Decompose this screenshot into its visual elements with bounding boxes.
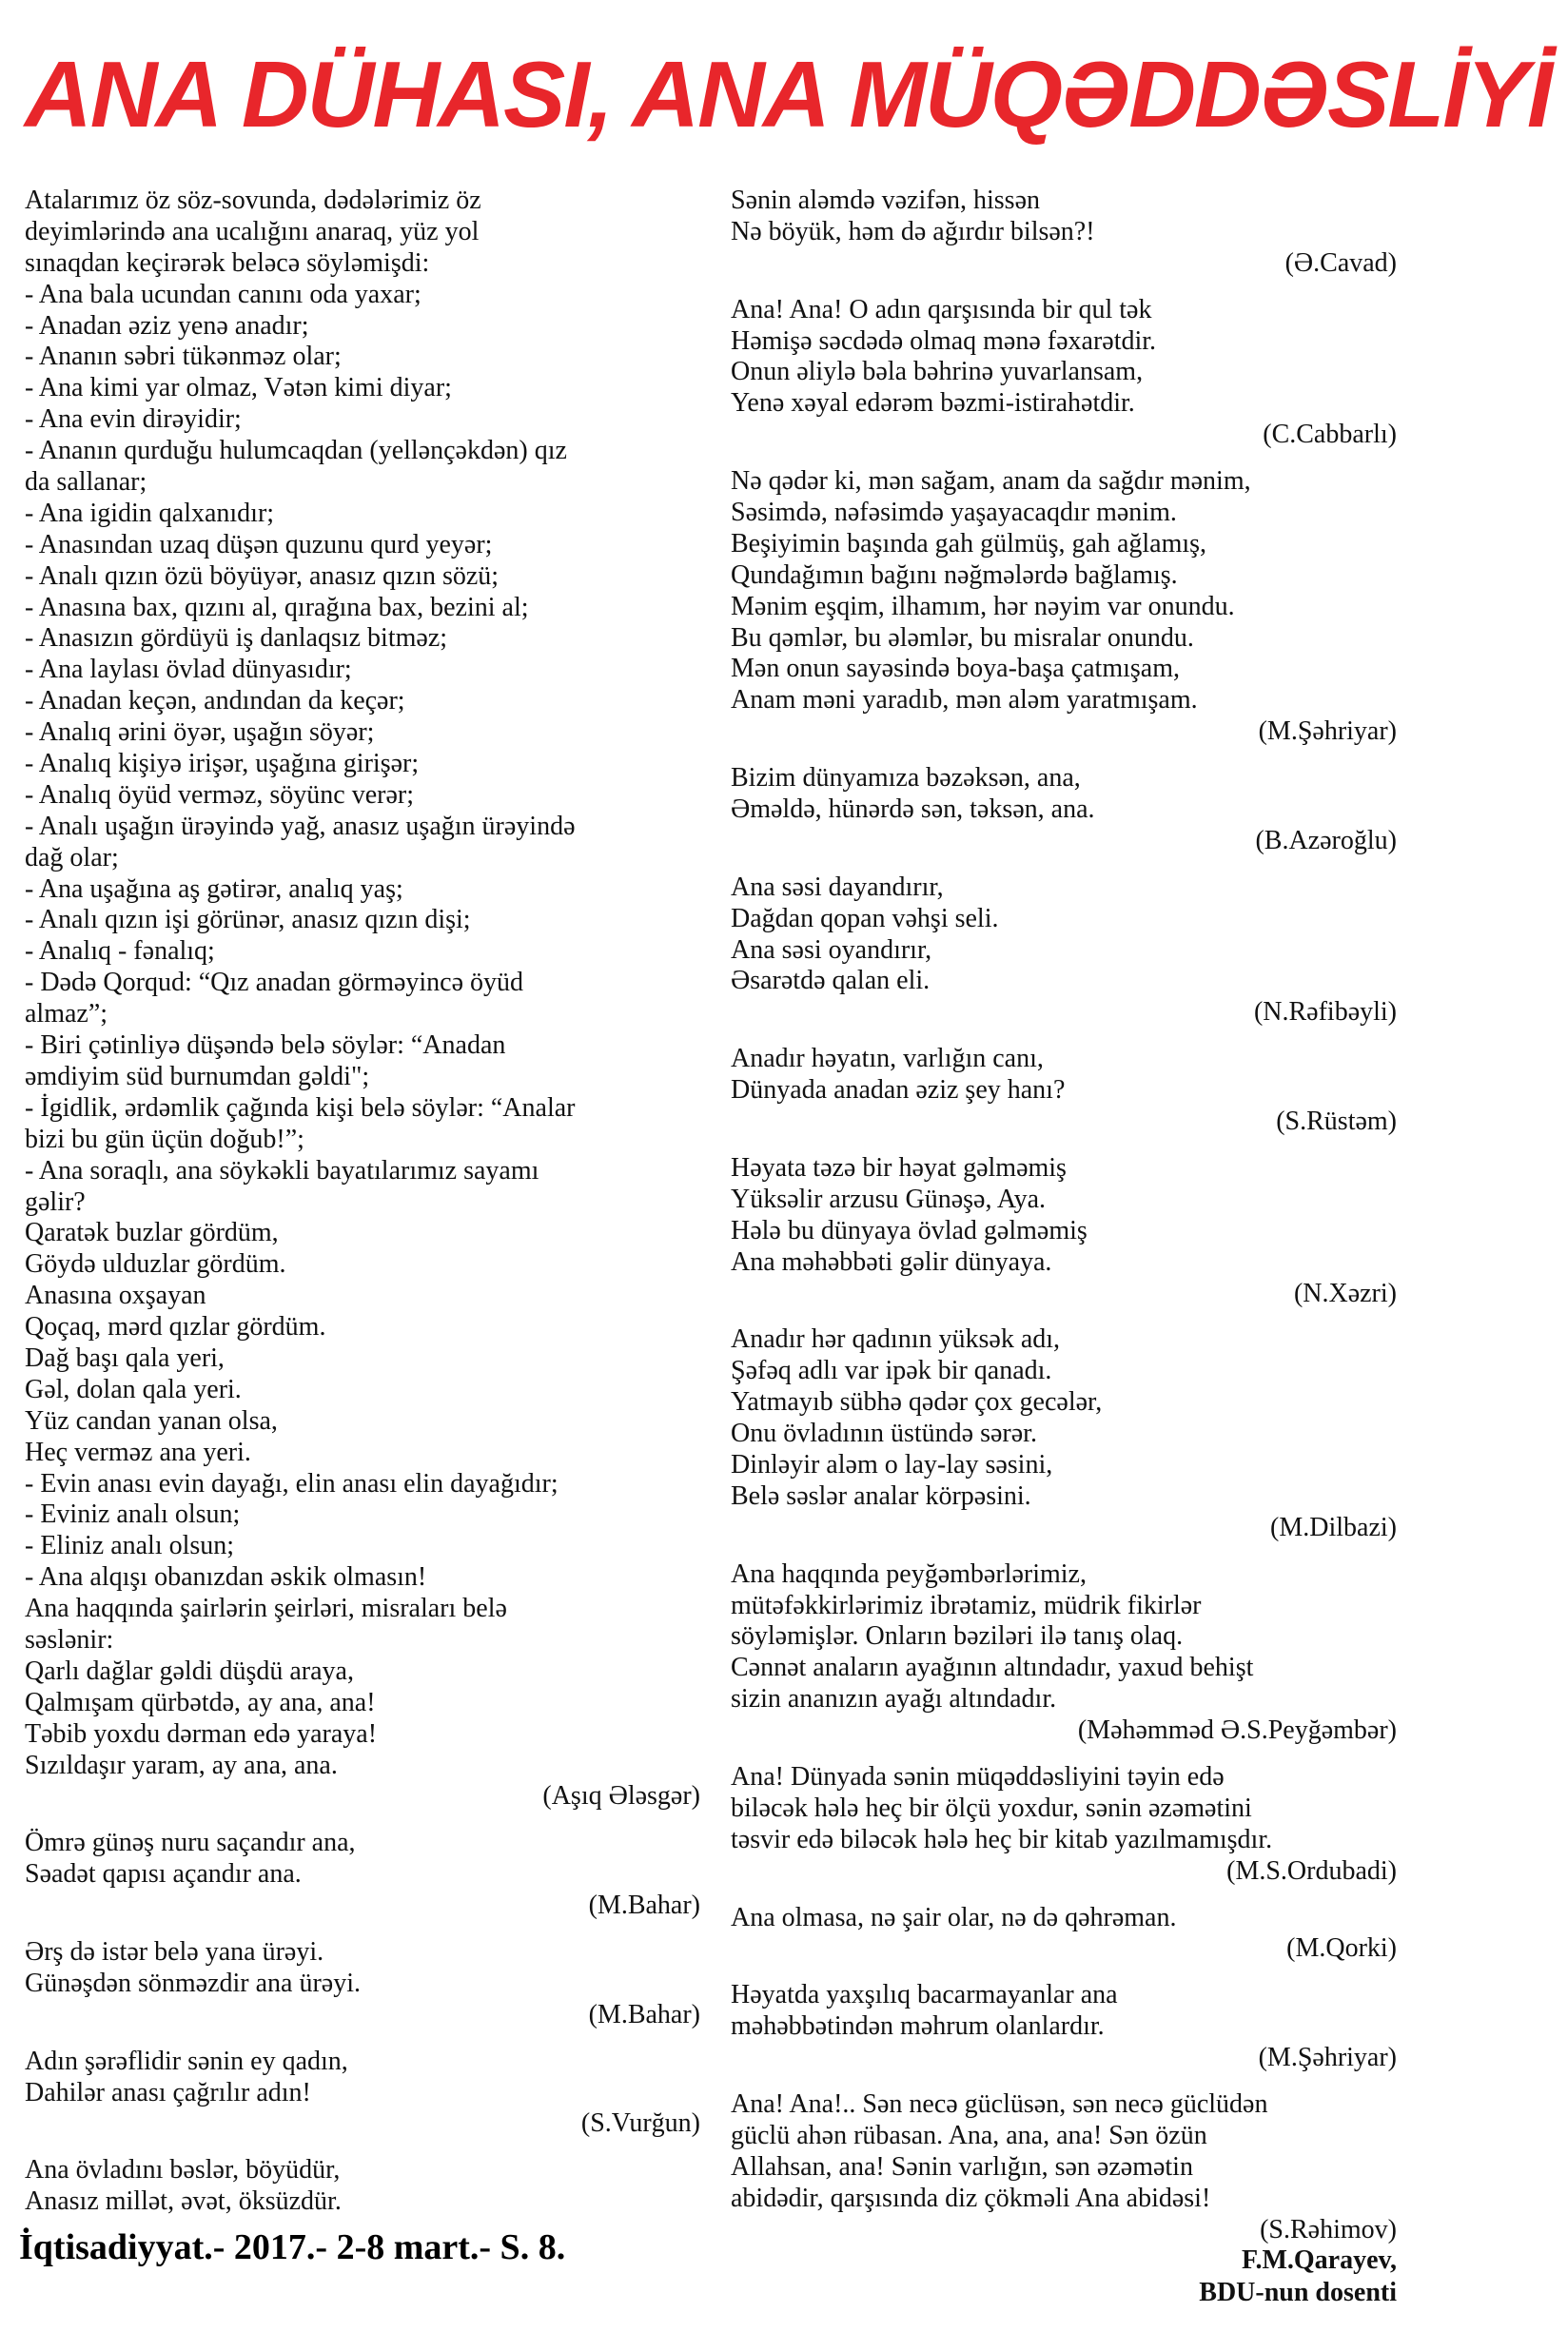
quote-attribution: (B.Azəroğlu) [1255,825,1397,855]
text-line: - Analıq kişiyə irişər, uşağına girişər; [25,749,420,779]
text-line: Atalarımız öz söz-sovunda, dədələrimiz öz [25,186,481,215]
spacer [25,1813,700,1828]
text-line: - Ana igidin qalxanıdır; [25,498,275,528]
text-line: - Eliniz analı olsun; [25,1531,235,1561]
quote-line: Bizim dünyamıza bəzəksən, ana, [731,763,1081,794]
author-title: BDU-nun dosenti [1199,2278,1397,2308]
quote-line: Yüksəlir arzusu Günəşə, Aya. [731,1184,1047,1214]
text-line: - Ana bala ucundan canını oda yaxar; [25,279,421,309]
text-line: - Analıq ərini öyər, uşağın söyər; [25,717,375,748]
text-line: - Anasından uzaq düşən quzunu qurd yeyər; [25,529,493,559]
text-line: - Ana evin dirəyidir; [25,404,242,435]
text-line: - Evin anası evin dayağı, elin anası elin dayağıdır; [25,1468,559,1499]
poem-line: Ərş də istər belə yana ürəyi. [25,1936,324,1967]
quote-line: Belə səslər analar körpəsini. [731,1480,1031,1511]
quote-line: Bu qəmlər, bu ələmlər, bu misralar onundu. [731,622,1194,653]
quote-line: Ana! Ana!.. Sən necə güclüsən, sən necə güclüdən [731,2088,1268,2119]
text-line: Qarlı dağlar gəldi düşdü araya, [25,1656,354,1686]
quote-attribution: (M.Şəhriyar) [1258,716,1397,747]
text-line: - Dədə Qorqud: “Qız anadan görməyincə öyüd [25,968,524,998]
quote-attribution: (M.Dilbazi) [1270,1512,1397,1542]
poem-line: Ömrə günəş nuru saçandır ana, [25,1828,356,1858]
text-line: - Ananın səbri tükənməz olar; [25,342,342,372]
quote-attribution: (N.Xəzri) [1293,1278,1397,1308]
spacer [731,1138,1397,1153]
quote-line: Anadır həyatın, varlığın canı, [731,1044,1044,1074]
quote-attribution: (N.Rəfibəyli) [1253,997,1397,1028]
text-line: dağ olar; [25,842,119,872]
quote-line: Mənim eşqim, ilhamım, hər nəyim var onundu. [731,591,1235,621]
text-line: deyimlərində ana ucalığını anaraq, yüz yol [25,216,480,246]
spacer [731,2074,1397,2089]
poem-attribution: (Aşıq Ələsgər) [542,1781,700,1812]
quote-line: təsvir edə biləcək hələ heç bir kitab yazılmamışdır. [731,1824,1273,1854]
text-line: - Ana laylası övlad dünyasıdır; [25,655,352,685]
quote-sections [731,186,1397,2245]
quote-attribution: (M.S.Ordubadi) [1226,1855,1397,1886]
text-line: da sallanar; [25,467,147,498]
text-line: Anasına oxşayan [25,1281,206,1311]
poem-line: Anasız millət, əvət, öksüzdür. [25,2186,342,2217]
spacer [731,748,1397,763]
text-line: - Eviniz analı olsun; [25,1499,241,1530]
text-line: - Ana uşağına aş gətirər, analıq yaş; [25,873,403,904]
text-line: Gəl, dolan qala yeri. [25,1374,242,1404]
spacer [25,2031,700,2047]
text-line: gəlir? [25,1186,86,1217]
spacer [731,1965,1397,1980]
text-line: - Ananın qurduğu hulumcaqdan (yellənçəkdən) qız [25,436,567,466]
quote-line: Hələ bu dünyaya övlad gəlməmiş [731,1215,1088,1245]
source-citation: İqtisadiyyat.- 2017.- 2-8 mart.- S. 8. [19,2227,566,2267]
text-line: Sızıldaşır yaram, ay ana, ana. [25,1750,338,1780]
quote-attribution: (M.Şəhriyar) [1258,2043,1397,2073]
poem-line: Ana övladını bəslər, böyüdür, [25,2155,341,2185]
left-column [25,186,700,2218]
quote-line: Beşiyimin başında gah gülmüş, gah ağlamış, [731,528,1207,559]
text-line: Qoçaq, mərd qızlar gördüm. [25,1312,326,1343]
quote-line: Dağdan qopan vəhşi seli. [731,903,999,933]
text-line: səslənir: [25,1624,114,1655]
quote-line: Nə qədər ki, mən sağam, anam da sağdır mənim, [731,466,1251,497]
text-line: - Analıq öyüd verməz, söyünc verər; [25,779,414,810]
quote-line: Onun əliylə bəla bəhrinə yuvarlansam, [731,357,1144,387]
quote-line: Ana! Ana! O adın qarşısında bir qul tək [731,294,1152,324]
quote-line: Əməldə, hünərdə sən, təksən, ana. [731,794,1095,825]
quote-line: Dünyada anadan əziz şey hanı? [731,1075,1066,1106]
spacer [731,1747,1397,1762]
quote-line: Həyata təzə bir həyat gəlməmiş [731,1152,1067,1183]
text-line: - İgidlik, ərdəmlik çağında kişi belə söylər: “Analar [25,1092,576,1123]
quote-line: Qundağımın bağını nəğmələrdə bağlamış. [731,559,1178,590]
quote-line: Həyatda yaxşılıq bacarmayanlar ana [731,1980,1118,2010]
spacer [731,1888,1397,1903]
text-line: Heç verməz ana yeri. [25,1437,251,1467]
quote-line: Yenə xəyal edərəm bəzmi-istirahətdir. [731,388,1135,419]
text-line: sınaqdan keçirərək beləcə söyləmişdi: [25,247,430,278]
poem-attribution: (M.Bahar) [588,1891,700,1921]
quote-line: Allahsan, ana! Sənin varlığın, sən əzəmətin [731,2151,1193,2182]
poem-attribution: (S.Vurğun) [580,2108,700,2139]
quote-attribution: (S.Rəhimov) [1260,2214,1397,2244]
text-line: - Anadan keçən, andından da keçər; [25,686,405,716]
text-line: - Anasızın gördüyü iş danlaqsız bitməz; [25,623,448,654]
quote-line: Ana məhəbbəti gəlir dünyaya. [731,1246,1052,1277]
quote-line: Ana səsi dayandırır, [731,872,944,902]
quote-line: güclü ahən rübasan. Ana, ana, ana! Sən özün [731,2120,1207,2150]
quote-line: sizin ananızın ayağı altındadır. [731,1684,1057,1715]
poem-line: Günəşdən sönməzdir ana ürəyi. [25,1968,361,1998]
quote-line: Ana! Dünyada sənin müqəddəsliyini təyin edə [731,1761,1225,1792]
quote-line: abidədir, qarşısında diz çökməli Ana abidəsi! [731,2183,1211,2213]
spacer [731,1544,1397,1559]
quote-attribution: (C.Cabbarlı) [1263,420,1397,450]
spacer [731,280,1397,295]
poem-line: Dahilər anası çağrılır adın! [25,2077,311,2107]
quote-line: söyləmişlər. Onların bəziləri ilə tanış olaq. [731,1621,1184,1652]
quote-attribution: (Məhəmməd Ə.S.Peyğəmbər) [1077,1715,1397,1746]
right-column [731,186,1397,2310]
quote-line: Mən onun sayəsində boya-başa çatmışam, [731,654,1180,684]
text-line: Qaratək buzlar gördüm, [25,1218,279,1248]
text-line: - Anadan əziz yenə anadır; [25,310,309,341]
text-line: almaz”; [25,999,108,1029]
text-line: - Biri çətinliyə düşəndə belə söylər: “Anadan [25,1030,506,1061]
poem-quotes [25,1781,700,2218]
spacer [25,2140,700,2155]
quote-line: Həmişə səcdədə olmaq mənə fəxarətdir. [731,325,1157,356]
spacer [731,857,1397,872]
text-line: Təbib yoxdu dərman edə yaraya! [25,1718,378,1749]
quote-line: biləcək hələ heç bir ölçü yoxdur, sənin əzəmətini [731,1793,1252,1823]
spacer [25,1922,700,1937]
text-line: - Analı qızın özü böyüyər, anasız qızın sözü; [25,560,500,591]
text-line: - Analı uşağın ürəyində yağ, anasız uşağın ürəyində [25,811,576,841]
quote-line: mütəfəkkirlərimiz ibrətamiz, müdrik fikirlər [731,1590,1202,1620]
quote-line: Yatmayıb sübhə qədər çox gecələr, [731,1387,1103,1418]
text-line: əmdiyim süd burnumdan gəldi"; [25,1061,370,1091]
text-line: Dağ başı qala yeri, [25,1343,225,1373]
quote-line: Anam məni yaradıb, mən aləm yaratmışam. [731,685,1198,715]
poem-line: Səadət qapısı açandır ana. [25,1859,302,1890]
quote-attribution: (M.Qorki) [1286,1933,1397,1964]
text-line: - Ana soraqlı, ana söykəkli bayatılarımız sayamı [25,1155,539,1186]
article-title: ANA DÜHASI, ANA MÜQƏDDƏSLİYİ [25,42,1552,147]
quote-attribution: (Ə.Cavad) [1284,247,1397,278]
quote-attribution: (S.Rüstəm) [1276,1107,1397,1137]
quote-line: Onu övladının üstündə sərər. [731,1419,1037,1449]
text-line: - Analı qızın işi görünər, anasız qızın dişi; [25,905,471,935]
spacer [731,1309,1397,1324]
quote-line: Dinləyir aləm o lay-lay səsini, [731,1449,1053,1480]
text-line: Yüz candan yanan olsa, [25,1405,278,1436]
spacer [731,451,1397,466]
spacer [731,1029,1397,1044]
intro-text [25,186,700,1781]
text-line: - Ana alqışı obanızdan əskik olmasın! [25,1562,427,1593]
quote-line: Sənin aləmdə vəzifən, hissən [731,186,1041,215]
text-line: - Anasına bax, qızını al, qırağına bax, bezini al; [25,592,529,622]
quote-line: Ana haqqında peyğəmbərlərimiz, [731,1558,1087,1589]
poem-line: Adın şərəflidir sənin ey qadın, [25,2046,348,2076]
quote-line: Şəfəq adlı var ipək bir qanadı. [731,1356,1052,1386]
text-line: Göydə ulduzlar gördüm. [25,1249,286,1280]
quote-line: Nə böyük, həm də ağırdır bilsən?! [731,216,1095,246]
quote-line: məhəbbətindən məhrum olanlardır. [731,2011,1105,2042]
quote-line: Ana səsi oyandırır, [731,934,932,965]
quote-line: Əsarətdə qalan eli. [731,966,931,996]
text-line: bizi bu gün üçün doğub!”; [25,1124,304,1154]
quote-line: Cənnət anaların ayağının altındadır, yaxud behişt [731,1653,1254,1683]
text-line: - Analıq - fənalıq; [25,936,215,967]
author-name: F.M.Qarayev, [1241,2245,1397,2276]
poem-attribution: (M.Bahar) [588,1999,700,2029]
text-line: Ana haqqında şairlərin şeirləri, misraları belə [25,1594,507,1624]
quote-line: Səsimdə, nəfəsimdə yaşayacaqdır mənim. [731,498,1177,528]
quote-line: Anadır hər qadının yüksək adı, [731,1324,1061,1355]
quote-line: Ana olmasa, nə şair olar, nə də qəhrəman. [731,1902,1177,1932]
text-line: - Ana kimi yar olmaz, Vətən kimi diyar; [25,373,452,403]
text-line: Qalmışam qürbətdə, ay ana, ana! [25,1687,376,1717]
